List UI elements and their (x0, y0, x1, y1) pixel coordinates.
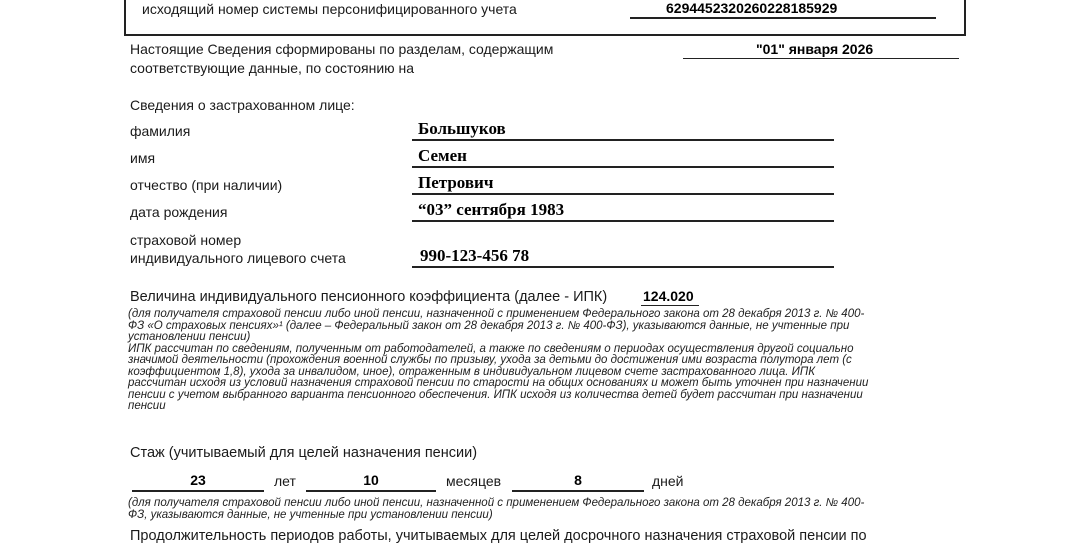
stazh-months-label: месяцев (446, 473, 502, 489)
outgoing-number-value: 6294452320260228185929 (666, 0, 838, 16)
stazh-years-value: 23 (190, 472, 206, 488)
name-underline (412, 166, 834, 168)
snils-label-1: страховой номер (130, 232, 242, 248)
ipk-note-line: коэффициентом 1,8), ухода за инвалидом, иное), отраженным в индивидуальном лицевом счете застрахованного лица. ИПК (128, 365, 815, 378)
outgoing-number-underline (630, 17, 936, 19)
stazh-years-label: лет (274, 473, 296, 489)
ipk-note-line: значимой деятельности (прохождения военной службы по призыву, ухода за детьми до достижения ими возраста полутора лет (с (128, 354, 852, 366)
ipk-note-line: установлении пенсии) (128, 331, 251, 343)
stazh-months-value: 10 (363, 472, 379, 488)
insured-section-title: Сведения о застрахованном лице: (130, 97, 355, 113)
snils-value: 990-123-456 78 (420, 246, 530, 265)
ipk-note-line: ФЗ «О страховых пенсиях»¹ (далее – Федеральный закон от 28 декабря 2013 г. № 400-ФЗ), указываются данные, не учтенные при (128, 319, 850, 332)
formed-date: "01" января 2026 (756, 41, 874, 57)
formed-date-underline (683, 58, 959, 59)
name-label: имя (130, 150, 156, 166)
ipk-underline (641, 305, 699, 306)
name-value: Семен (418, 146, 467, 165)
stazh-note-line: ФЗ, указываются данные, не учтенные при установлении пенсии) (128, 508, 493, 521)
stazh-days-label: дней (652, 473, 684, 489)
birth-date-label: дата рождения (130, 204, 228, 220)
stazh-label: Стаж (учитываемый для целей назначения пенсии) (130, 445, 478, 461)
surname-label: фамилия (130, 123, 191, 139)
ipk-note-line: пенсии с учетом выбранного варианта пенсионного обеспечения. ИПК исходя из количества детей будет рассчитан при назначении (128, 388, 863, 401)
stazh-days-underline (512, 490, 644, 492)
formed-line-2: соответствующие данные, по состоянию на (130, 60, 415, 76)
stazh-note (128, 498, 960, 521)
ipk-note (128, 309, 960, 413)
patronymic-underline (412, 193, 834, 195)
patronymic-label: отчество (при наличии) (130, 177, 283, 193)
patronymic-value: Петрович (418, 173, 494, 192)
snils-underline (412, 266, 834, 268)
ipk-value: 124.020 (643, 288, 694, 304)
birth-date-value: “03” сентября 1983 (418, 200, 565, 219)
ipk-note-line: (для получателя страховой пенсии либо иной пенсии, назначенной с применением Федерального закона от 28 декабря 2013 г. № 400- (128, 308, 865, 320)
ipk-note-line: пенсии (128, 400, 166, 412)
birth-date-underline (412, 220, 834, 222)
stazh-next-line: Продолжительность периодов работы, учитываемых для целей досрочного назначения страховой пенсии по (130, 528, 867, 544)
snils-label-2: индивидуального лицевого счета (130, 250, 346, 266)
ipk-note-line: ИПК рассчитан по сведениям, полученным от работодателей, а также по сведениям о периодах осуществления другой социально (128, 342, 854, 355)
stazh-months-underline (306, 490, 436, 492)
stazh-years-underline (132, 490, 264, 492)
stazh-days-value: 8 (574, 472, 582, 488)
surname-value: Большуков (418, 119, 506, 138)
stazh-note-line: (для получателя страховой пенсии либо иной пенсии, назначенной с применением Федерального закона от 28 декабря 2013 г. № 400- (128, 497, 865, 509)
formed-line-1: Настоящие Сведения сформированы по разделам, содержащим (130, 41, 554, 57)
ipk-label: Величина индивидуального пенсионного коэффициента (далее - ИПК) (130, 289, 608, 305)
outgoing-number-label: исходящий номер системы персонифицированного учета (142, 1, 517, 17)
surname-underline (412, 139, 834, 141)
ipk-note-line: рассчитан исходя из условий назначения страховой пенсии по старости на общих основаниях и может быть уточнен при назначении (128, 377, 869, 389)
